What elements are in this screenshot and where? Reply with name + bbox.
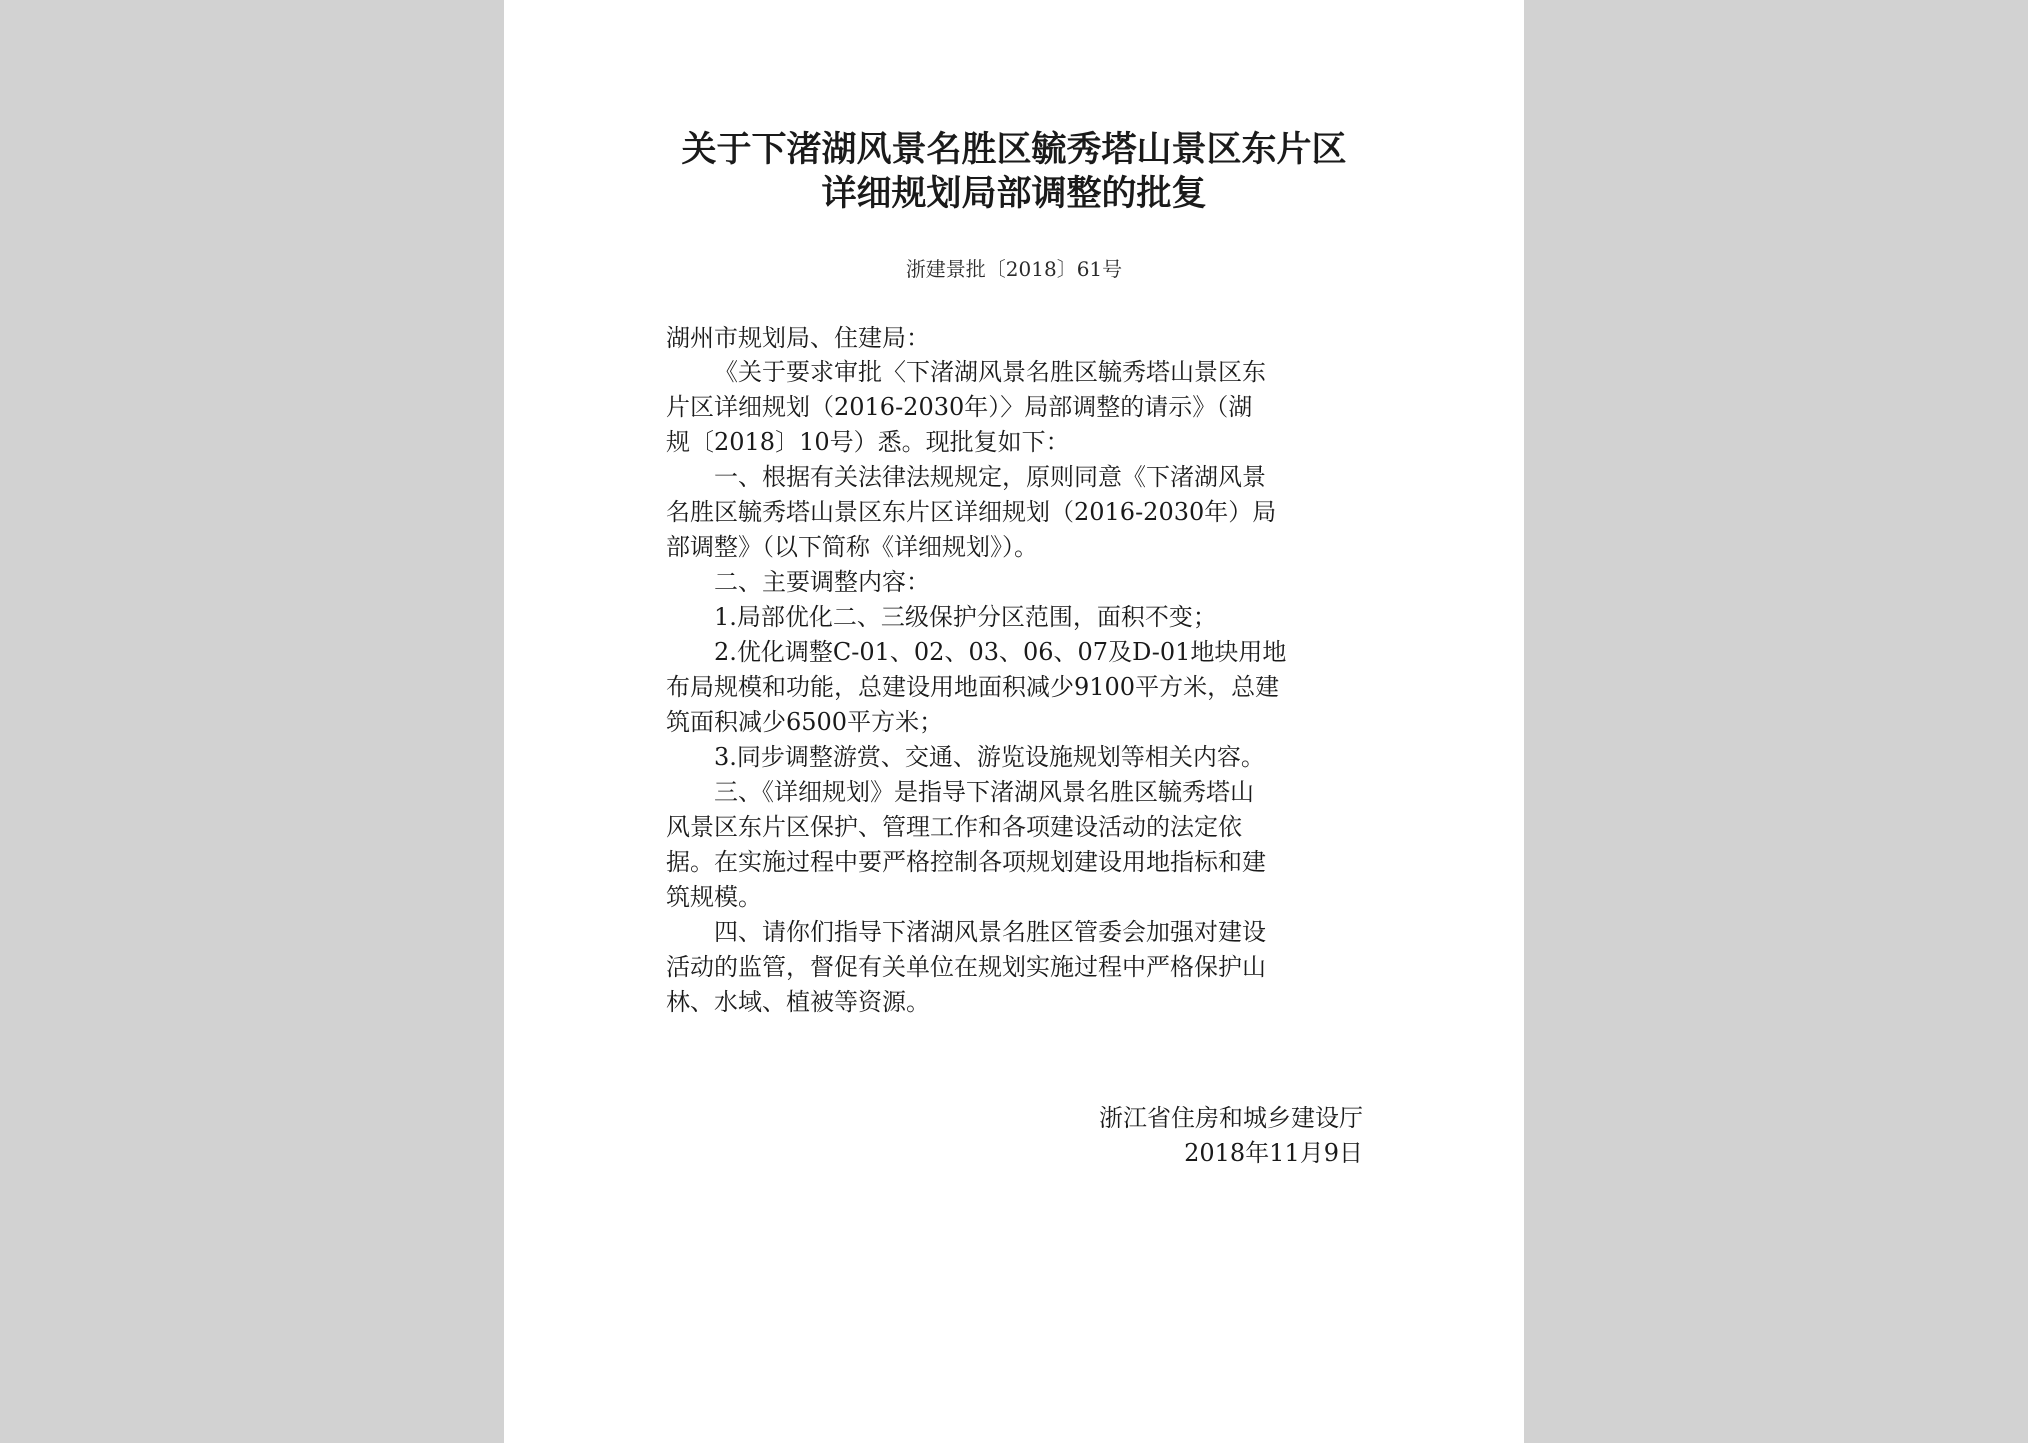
- body-line: 规〔2018〕10号）悉。现批复如下：: [666, 428, 1070, 456]
- document-title-line-1: 关于下渚湖风景名胜区毓秀塔山景区东片区: [681, 129, 1347, 170]
- document-page: [504, 0, 1524, 1443]
- body-line: 《关于要求审批〈下渚湖风景名胜区毓秀塔山景区东: [714, 358, 1266, 386]
- body-line: 筑规模。: [666, 883, 762, 911]
- body-line: 三、《详细规划》是指导下渚湖风景名胜区毓秀塔山: [714, 778, 1254, 806]
- body-line: 一、根据有关法律法规规定，原则同意《下渚湖风景: [714, 463, 1266, 491]
- body-line: 二、主要调整内容：: [714, 568, 930, 596]
- body-line: 1.局部优化二、三级保护分区范围，面积不变；: [714, 603, 1217, 631]
- body-line: 2.优化调整C-01、02、03、06、07及D-01地块用地: [714, 638, 1287, 666]
- body-line: 名胜区毓秀塔山景区东片区详细规划（2016-2030年）局: [666, 498, 1277, 526]
- signature-organization: 浙江省住房和城乡建设厅: [1099, 1104, 1363, 1132]
- body-line: 活动的监管，督促有关单位在规划实施过程中严格保护山: [666, 953, 1266, 981]
- body-line: 四、请你们指导下渚湖风景名胜区管委会加强对建设: [714, 918, 1266, 946]
- addressee: 湖州市规划局、住建局：: [666, 324, 930, 352]
- body-line: 片区详细规划（2016-2030年）〉局部调整的请示》（湖: [666, 393, 1253, 421]
- body-line: 部调整》（以下简称《详细规划》）。: [666, 533, 1038, 561]
- body-line: 风景区东片区保护、管理工作和各项建设活动的法定依: [666, 813, 1242, 841]
- document-title-line-2: 详细规划局部调整的批复: [821, 173, 1207, 214]
- body-line: 林、水域、植被等资源。: [666, 988, 930, 1016]
- body-line: 3.同步调整游赏、交通、游览设施规划等相关内容。: [714, 743, 1265, 771]
- body-line: 筑面积减少6500平方米；: [666, 708, 944, 736]
- document-number: 浙建景批〔2018〕61号: [905, 257, 1123, 281]
- body-line: 据。在实施过程中要严格控制各项规划建设用地指标和建: [666, 848, 1266, 876]
- signature-date: 2018年11月9日: [1184, 1139, 1363, 1167]
- body-line: 布局规模和功能，总建设用地面积减少9100平方米，总建: [666, 673, 1280, 701]
